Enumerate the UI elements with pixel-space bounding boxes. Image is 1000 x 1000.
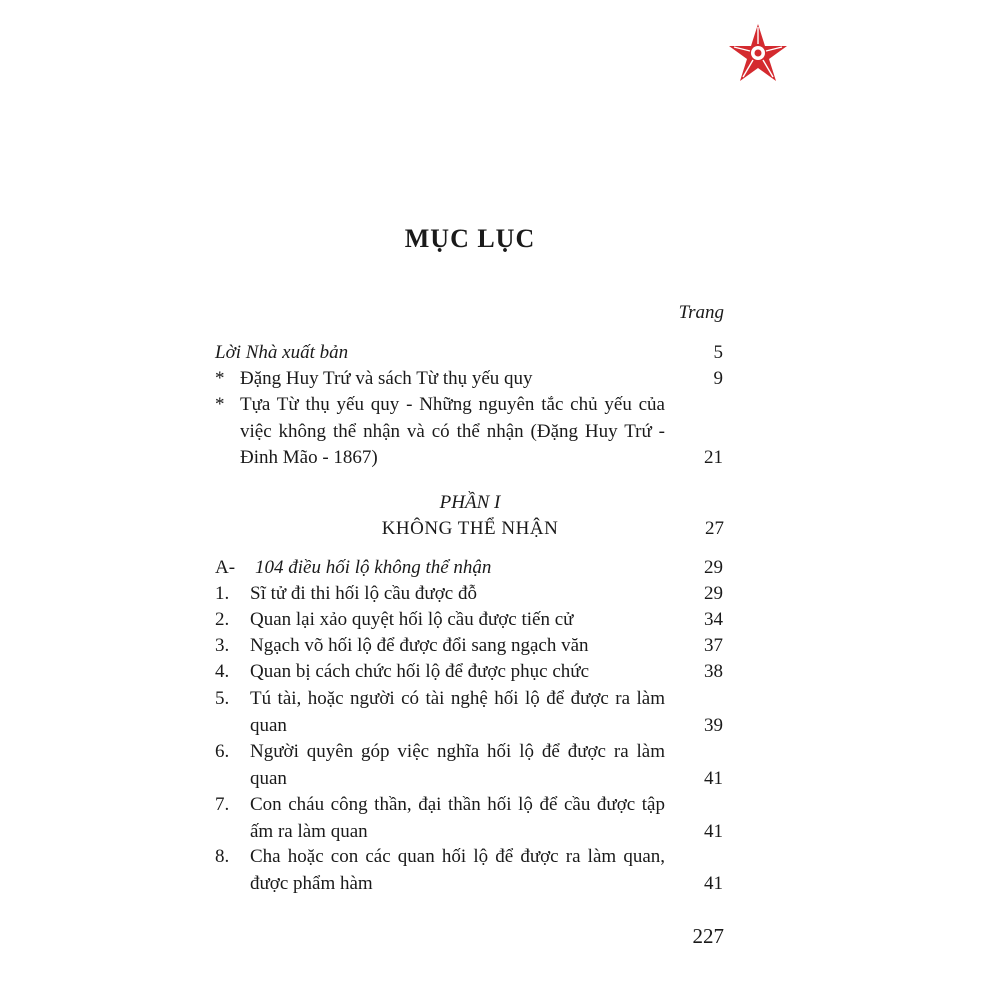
item-page: 29 bbox=[704, 583, 723, 604]
part-label: PHẦN I bbox=[439, 492, 501, 513]
section-title: 104 điều hối lộ không thể nhận bbox=[255, 557, 492, 578]
item-number: 2. bbox=[215, 609, 230, 630]
item-text: Quan lại xảo quyệt hối lộ cầu được tiến cử bbox=[250, 609, 574, 630]
item-text: Quan bị cách chức hối lộ để được phục chức bbox=[250, 661, 590, 682]
item-page: 34 bbox=[704, 609, 723, 630]
section-page: 29 bbox=[704, 557, 723, 578]
item-text: Cha hoặc con các quan hối lộ để được ra làm quan, được phẩm hàm bbox=[250, 846, 665, 894]
item-number: 8. bbox=[215, 846, 230, 867]
item-page: 41 bbox=[704, 820, 723, 842]
item-text: Ngạch võ hối lộ để được đổi sang ngạch văn bbox=[250, 635, 589, 656]
toc-item[interactable] bbox=[215, 659, 723, 686]
toc-item[interactable] bbox=[215, 686, 723, 739]
item-number: 3. bbox=[215, 635, 230, 656]
item-number: 1. bbox=[215, 583, 230, 604]
toc-entry-page: 9 bbox=[713, 368, 723, 389]
toc-entry[interactable] bbox=[215, 366, 723, 393]
toc-entry-text: Tựa Từ thụ yếu quy - Những nguyên tắc chủ yếu của việc không thể nhận và có thể nhận (Đặng Huy Trứ - Đinh Mão - 1867) bbox=[240, 394, 665, 468]
item-number: 5. bbox=[215, 688, 230, 709]
item-number: 4. bbox=[215, 661, 230, 682]
toc-item[interactable] bbox=[215, 633, 723, 660]
item-number: 7. bbox=[215, 794, 230, 815]
item-page: 38 bbox=[704, 661, 723, 682]
toc-item[interactable] bbox=[215, 581, 723, 608]
item-number: 6. bbox=[215, 741, 230, 762]
item-text: Tú tài, hoặc người có tài nghệ hối lộ để được ra làm quan bbox=[250, 688, 665, 736]
item-text: Sĩ tử đi thi hối lộ cầu được đỗ bbox=[250, 583, 477, 604]
section-marker: A- bbox=[215, 557, 236, 578]
part-page: 27 bbox=[705, 518, 724, 539]
item-page: 37 bbox=[704, 635, 723, 656]
toc-entry-text: Đặng Huy Trứ và sách Từ thụ yếu quy bbox=[240, 368, 533, 389]
item-page: 41 bbox=[704, 767, 723, 789]
toc-entry-page: 21 bbox=[704, 447, 723, 468]
toc-item[interactable] bbox=[215, 792, 723, 845]
page-number: 227 bbox=[692, 924, 724, 948]
item-page: 41 bbox=[704, 872, 723, 894]
star-burst-icon bbox=[727, 22, 789, 84]
toc-item[interactable] bbox=[215, 739, 723, 792]
toc-item[interactable] bbox=[215, 844, 723, 897]
toc-entry-text: Lời Nhà xuất bản bbox=[215, 342, 349, 363]
asterisk-marker: * bbox=[215, 394, 225, 415]
asterisk-marker: * bbox=[215, 368, 225, 389]
page-column-label: Trang bbox=[678, 302, 724, 323]
section-entry[interactable] bbox=[215, 555, 723, 582]
toc-entry-page: 5 bbox=[713, 342, 723, 363]
toc-item[interactable] bbox=[215, 607, 723, 634]
page-title: MỤC LỤC bbox=[404, 224, 536, 253]
toc-entry[interactable] bbox=[215, 392, 723, 472]
toc-entry[interactable] bbox=[215, 340, 723, 367]
item-page: 39 bbox=[704, 714, 723, 736]
item-text: Người quyên góp việc nghĩa hối lộ để được ra làm quan bbox=[250, 741, 665, 789]
part-title[interactable]: KHÔNG THỂ NHẬN bbox=[381, 518, 559, 539]
item-text: Con cháu công thần, đại thần hối lộ để cầu được tập ấm ra làm quan bbox=[250, 794, 665, 842]
